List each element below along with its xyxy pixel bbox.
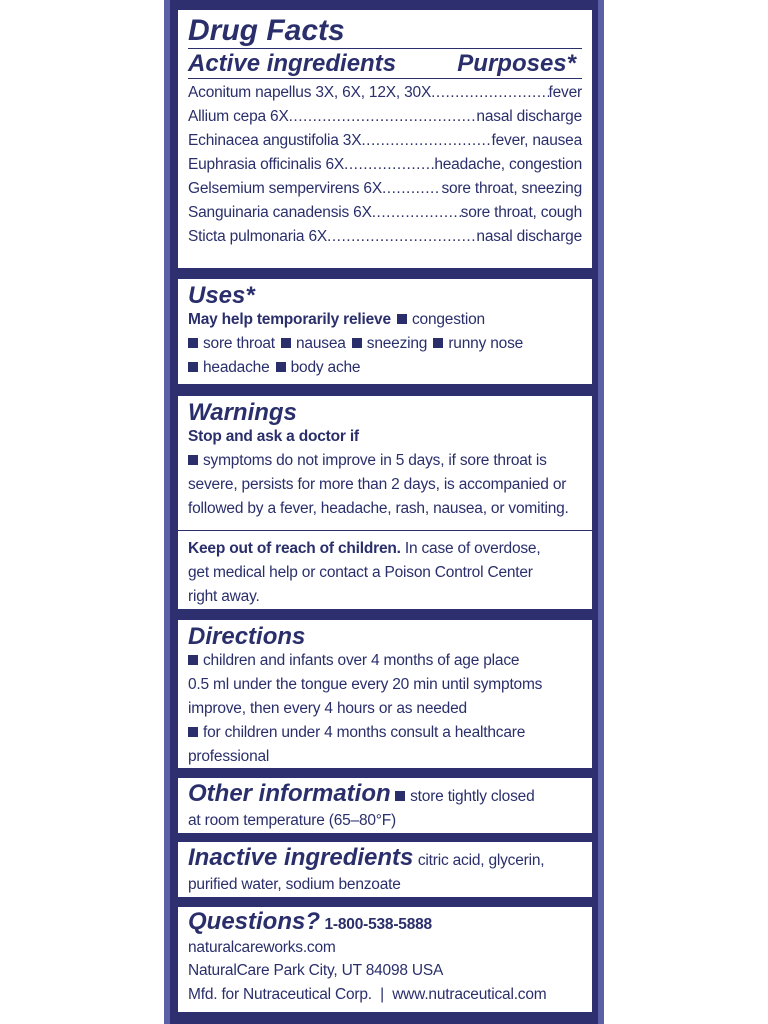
other-info-text bbox=[395, 788, 534, 805]
directions-box bbox=[178, 620, 592, 768]
leader-dots bbox=[431, 81, 548, 105]
inactive-line1 bbox=[188, 846, 582, 873]
direction-line bbox=[188, 721, 582, 745]
use-item: sneezing bbox=[366, 335, 428, 352]
ingredient-row bbox=[188, 105, 582, 129]
direction-line: professional bbox=[188, 748, 270, 765]
panel-edge-left bbox=[164, 0, 170, 1024]
questions-box bbox=[178, 907, 592, 1012]
use-item: sore throat bbox=[203, 335, 275, 352]
ingredient-purpose: sore throat, sneezing bbox=[441, 180, 582, 197]
ingredient-row bbox=[188, 201, 582, 225]
panel-edge-right bbox=[598, 0, 604, 1024]
uses-box bbox=[178, 279, 592, 384]
keep-out-line: get medical help or contact a Poison Control Center bbox=[188, 564, 533, 581]
ingredient-name: Echinacea angustifolia 3X bbox=[188, 132, 362, 149]
uses-line bbox=[188, 356, 582, 380]
direction-text: for children under 4 months consult a healthcare bbox=[203, 724, 526, 741]
use-item: headache bbox=[203, 359, 270, 376]
bullet-icon bbox=[352, 338, 362, 348]
other-info-line2: at room temperature (65–80°F) bbox=[188, 812, 397, 829]
ingredient-name: Euphrasia officinalis 6X bbox=[188, 156, 345, 173]
other-info-value: store tightly closed bbox=[410, 788, 535, 805]
inactive-line2: purified water, sodium benzoate bbox=[188, 876, 401, 893]
warnings-header: Warnings bbox=[188, 399, 297, 426]
ingredient-purpose: headache, congestion bbox=[434, 156, 582, 173]
ingredient-purpose: sore throat, cough bbox=[460, 204, 582, 221]
other-information-box bbox=[178, 778, 592, 833]
keep-out-bold: Keep out of reach of children. bbox=[188, 540, 401, 557]
keep-out-rest: In case of overdose, bbox=[404, 540, 541, 557]
uses-lead: May help temporarily relieve bbox=[188, 311, 391, 328]
direction-text: children and infants over 4 months of age place bbox=[203, 652, 520, 669]
keep-out-line: right away. bbox=[188, 588, 260, 605]
use-item: runny nose bbox=[448, 335, 524, 352]
ingredient-row bbox=[188, 225, 582, 249]
warning-text: symptoms do not improve in 5 days, if sore throat is bbox=[203, 452, 547, 469]
leader-dots bbox=[382, 177, 441, 201]
drug-facts-box bbox=[178, 10, 592, 268]
uses-line bbox=[188, 308, 582, 332]
ingredient-name: Gelsemium sempervirens 6X bbox=[188, 180, 382, 197]
uses-header: Uses* bbox=[188, 282, 255, 309]
active-rule bbox=[188, 78, 582, 79]
warning-line: severe, persists for more than 2 days, is accompanied or bbox=[188, 476, 567, 493]
ingredient-purpose: nasal discharge bbox=[476, 228, 582, 245]
questions-line bbox=[188, 910, 582, 937]
use-item: body ache bbox=[290, 359, 361, 376]
stop-ask-heading: Stop and ask a doctor if bbox=[188, 428, 359, 445]
title-rule bbox=[188, 48, 582, 49]
ingredient-row bbox=[188, 177, 582, 201]
active-ingredients-header: Active ingredients bbox=[188, 50, 397, 77]
ingredient-row bbox=[188, 153, 582, 177]
bullet-icon bbox=[395, 791, 405, 801]
leader-dots bbox=[289, 105, 477, 129]
ingredient-name: Aconitum napellus 3X, 6X, 12X, 30X bbox=[188, 84, 432, 101]
nutraceutical-link[interactable]: www.nutraceutical.com bbox=[392, 986, 547, 1003]
leader-dots bbox=[361, 129, 491, 153]
direction-line bbox=[188, 649, 582, 673]
mfd-divider: | bbox=[380, 986, 384, 1003]
phone-number[interactable]: 1-800-538-5888 bbox=[324, 916, 432, 933]
bullet-icon bbox=[433, 338, 443, 348]
bullet-icon bbox=[188, 455, 198, 465]
inactive-text: citric acid, glycerin, bbox=[417, 852, 545, 869]
directions-header: Directions bbox=[188, 623, 306, 650]
warning-line: followed by a fever, headache, rash, nausea, or vomiting. bbox=[188, 500, 569, 517]
ingredient-purpose: nasal discharge bbox=[476, 108, 582, 125]
ingredient-row bbox=[188, 81, 582, 105]
active-header-row bbox=[188, 52, 582, 76]
direction-line: 0.5 ml under the tongue every 20 min until symptoms bbox=[188, 676, 543, 693]
inactive-ingredients-box bbox=[178, 842, 592, 897]
mfd-line bbox=[188, 983, 582, 1007]
purposes-header: Purposes* bbox=[457, 50, 576, 77]
other-info-line1 bbox=[188, 782, 582, 809]
ingredient-purpose: fever, nausea bbox=[491, 132, 582, 149]
keep-out-line bbox=[188, 537, 582, 561]
use-item: congestion bbox=[412, 311, 485, 328]
warnings-box bbox=[178, 396, 592, 609]
ingredient-name: Sticta pulmonaria 6X bbox=[188, 228, 328, 245]
use-item: nausea bbox=[296, 335, 346, 352]
bullet-icon bbox=[397, 314, 407, 324]
bullet-icon bbox=[188, 727, 198, 737]
bullet-icon bbox=[281, 338, 291, 348]
leader-dots bbox=[327, 225, 476, 249]
ingredient-name: Allium cepa 6X bbox=[188, 108, 289, 125]
bullet-icon bbox=[188, 655, 198, 665]
ingredient-name: Sanguinaria canadensis 6X bbox=[188, 204, 372, 221]
warning-line bbox=[188, 449, 582, 473]
other-information-header: Other information bbox=[188, 780, 391, 807]
warnings-divider bbox=[178, 530, 592, 531]
address: NaturalCare Park City, UT 84098 USA bbox=[188, 962, 444, 979]
leader-dots bbox=[344, 153, 434, 177]
inactive-ingredients-header: Inactive ingredients bbox=[188, 844, 414, 871]
drug-facts-title: Drug Facts bbox=[188, 14, 345, 47]
leader-dots bbox=[372, 201, 461, 225]
bullet-icon bbox=[188, 362, 198, 372]
bullet-icon bbox=[188, 338, 198, 348]
mfd-text: Mfd. for Nutraceutical Corp. bbox=[188, 986, 372, 1003]
questions-header: Questions? bbox=[188, 908, 321, 935]
website-link[interactable]: naturalcareworks.com bbox=[188, 939, 336, 956]
bullet-icon bbox=[276, 362, 286, 372]
ingredient-row bbox=[188, 129, 582, 153]
uses-line bbox=[188, 332, 582, 356]
direction-line: improve, then every 4 hours or as needed bbox=[188, 700, 467, 717]
ingredient-purpose: fever bbox=[548, 84, 582, 101]
